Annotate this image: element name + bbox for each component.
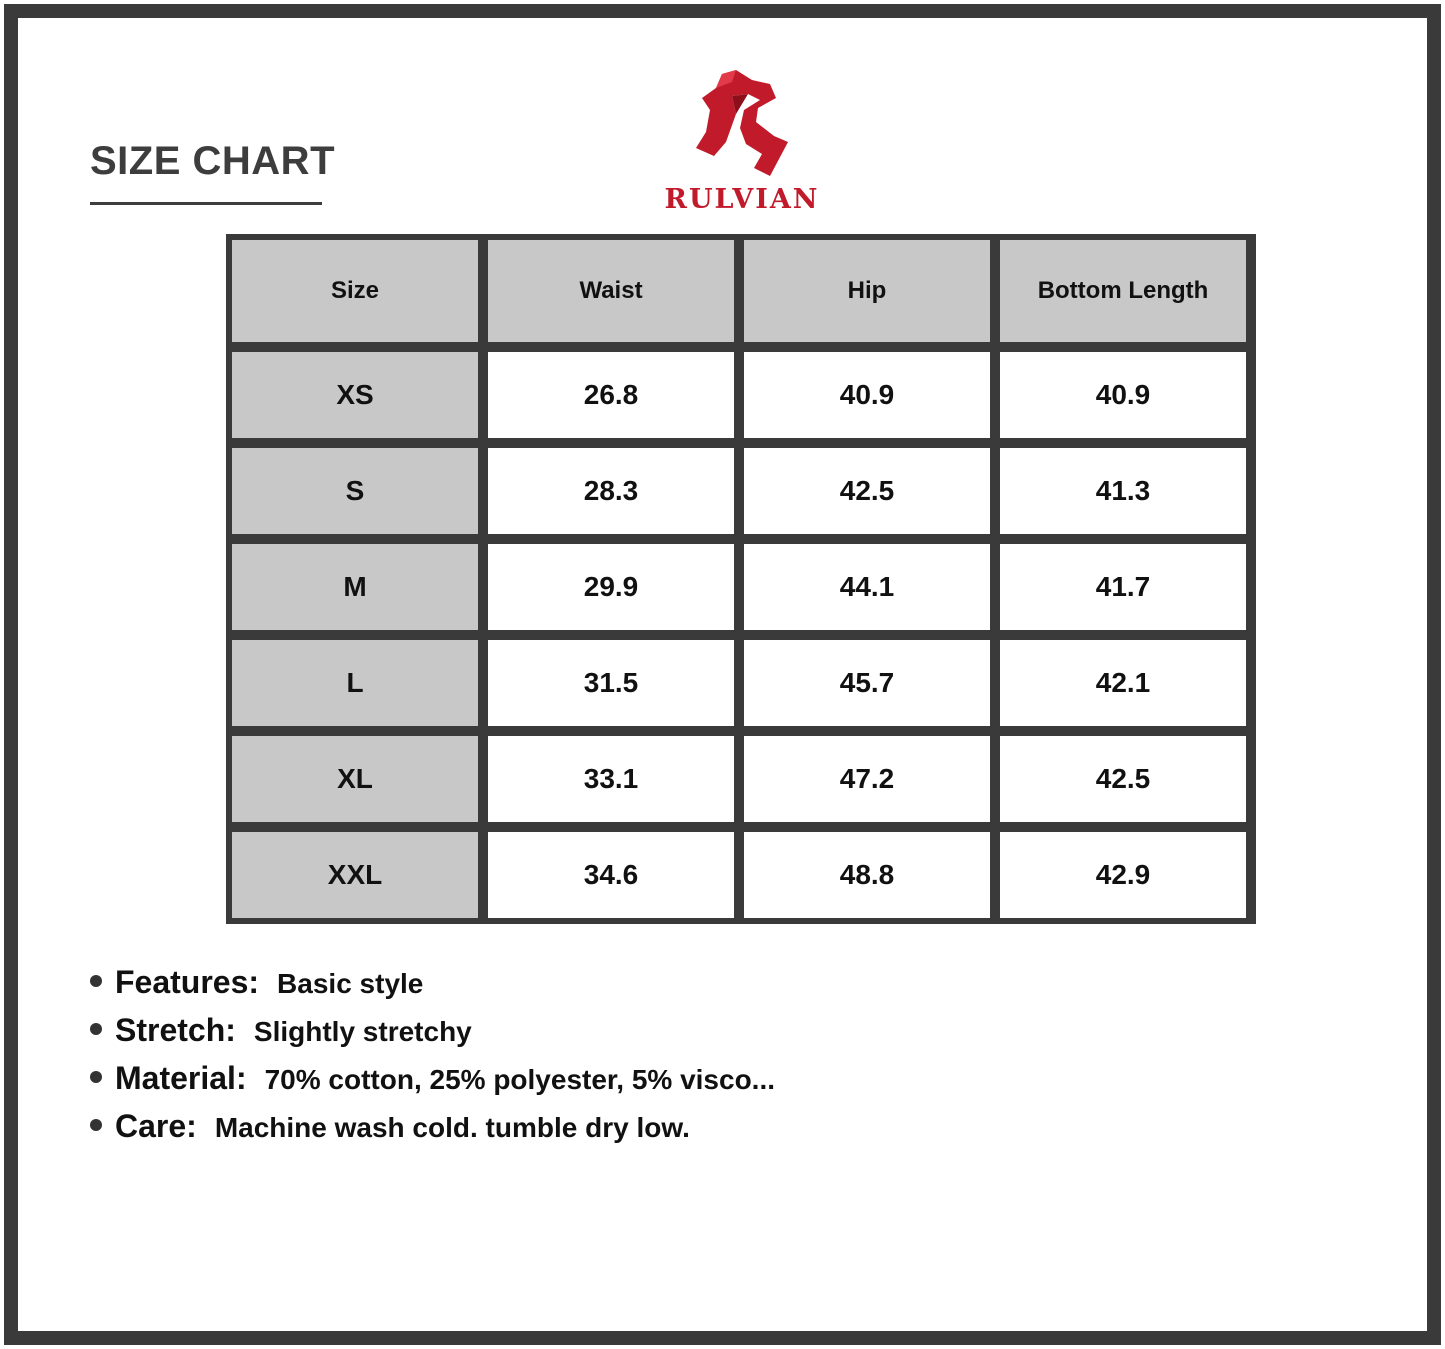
table-row [232, 448, 1250, 534]
spec-care [90, 1108, 775, 1156]
table-row [232, 352, 1250, 438]
spec-material [90, 1060, 775, 1108]
size-cell: S [232, 448, 478, 534]
hip-cell: 45.7 [744, 640, 990, 726]
size-cell: M [232, 544, 478, 630]
size-cell: L [232, 640, 478, 726]
spec-label: Stretch: [115, 1012, 236, 1048]
page-title: SIZE CHART [90, 139, 335, 183]
spec-label: Material: [115, 1060, 247, 1096]
waist-cell: 31.5 [488, 640, 734, 726]
header-hip: Hip [744, 240, 990, 342]
waist-cell: 26.8 [488, 352, 734, 438]
hip-cell: 47.2 [744, 736, 990, 822]
header-size: Size [232, 240, 478, 342]
header-waist: Waist [488, 240, 734, 342]
spec-value: Slightly stretchy [253, 1016, 472, 1047]
spec-stretch [90, 1012, 775, 1060]
waist-cell: 34.6 [488, 832, 734, 918]
spec-label: Care: [115, 1108, 197, 1144]
bottom-length-cell: 40.9 [1000, 352, 1246, 438]
size-table [226, 234, 1256, 924]
bullet-icon [90, 1119, 102, 1131]
waist-cell: 29.9 [488, 544, 734, 630]
hip-cell: 42.5 [744, 448, 990, 534]
spec-value: 70% cotton, 25% polyester, 5% visco... [264, 1064, 776, 1095]
hip-cell: 48.8 [744, 832, 990, 918]
table-row [232, 832, 1250, 918]
hip-cell: 40.9 [744, 352, 990, 438]
title-underline [90, 202, 322, 205]
bullet-icon [90, 975, 102, 987]
size-cell: XXL [232, 832, 478, 918]
spec-features [90, 964, 775, 1012]
page-frame [4, 4, 1441, 1345]
waist-cell: 33.1 [488, 736, 734, 822]
spec-label: Features: [115, 964, 260, 1000]
bottom-length-cell: 41.7 [1000, 544, 1246, 630]
bottom-length-cell: 42.1 [1000, 640, 1246, 726]
hip-cell: 44.1 [744, 544, 990, 630]
size-cell: XL [232, 736, 478, 822]
waist-cell: 28.3 [488, 448, 734, 534]
product-specs [90, 964, 775, 1156]
bullet-icon [90, 1023, 102, 1035]
table-row [232, 640, 1250, 726]
bottom-length-cell: 42.5 [1000, 736, 1246, 822]
brand-name: RULVIAN [664, 184, 820, 215]
r-monogram-icon [696, 70, 788, 180]
brand-logo [646, 70, 838, 218]
table-row [232, 544, 1250, 630]
size-cell: XS [232, 352, 478, 438]
spec-value: Basic style [277, 968, 424, 999]
table-header-row [232, 240, 1250, 342]
spec-value: Machine wash cold. tumble dry low. [214, 1112, 690, 1143]
bottom-length-cell: 41.3 [1000, 448, 1246, 534]
bottom-length-cell: 42.9 [1000, 832, 1246, 918]
table-row [232, 736, 1250, 822]
bullet-icon [90, 1071, 102, 1083]
header-bottom-length: Bottom Length [1000, 240, 1246, 342]
